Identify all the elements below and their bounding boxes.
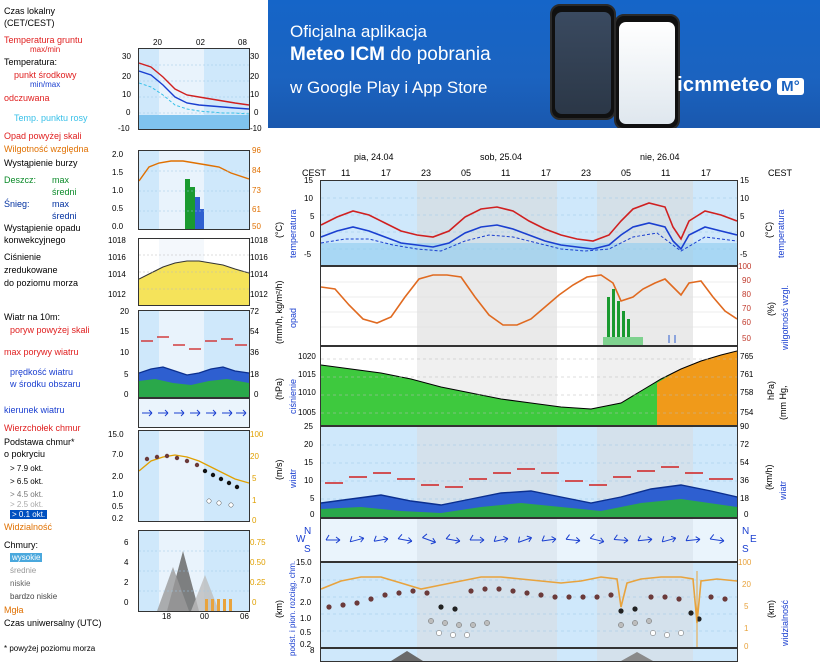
wind-y-15: 15	[304, 458, 313, 467]
time-tick-1: 17	[381, 168, 392, 178]
axis-unit-wind: (m/s)	[274, 459, 284, 480]
mini-wi-y20: 20	[120, 307, 129, 316]
legend-ground-temp: Temperatura gruntu	[4, 35, 83, 45]
axis-label-visibility-right: widzialność	[780, 599, 790, 646]
legend-feels-like: odczuwana	[4, 93, 50, 103]
mini-cl-y10: 1.0	[112, 490, 124, 499]
press-r-754: 754	[740, 408, 754, 417]
temp-y-10: 10	[304, 194, 313, 203]
mini-cl-y20: 2.0	[112, 472, 124, 481]
legend-local-time: Czas lokalny	[4, 6, 56, 16]
hum-r-70: 70	[742, 304, 751, 313]
axis-unit-pressure: (hPa)	[274, 377, 284, 400]
legend-utc: Czas uniwersalny (UTC)	[4, 618, 102, 628]
legend-snow: Śnieg:	[4, 199, 30, 209]
mini-temp-ry30: 30	[250, 52, 259, 61]
mini-cly-r0: 0	[252, 598, 257, 607]
mini-temp-tick-02: 02	[196, 38, 205, 47]
wind-y-0: 0	[310, 510, 315, 519]
mini-cl-y70: 7.0	[112, 450, 124, 459]
mini-cly-0: 0	[124, 598, 129, 607]
mini-cly-4: 4	[124, 558, 129, 567]
day-label-2: nie, 26.04	[640, 152, 680, 162]
mini-bottom-00: 00	[200, 612, 209, 621]
axis-label-temperature-right: temperatura	[776, 209, 786, 258]
cloud-y-10: 1.0	[300, 614, 312, 623]
main-chart-area	[268, 128, 820, 660]
mini-cl-r5: 5	[252, 474, 257, 483]
legend-cloud-cover: o pokryciu	[4, 449, 46, 459]
press-y-1005: 1005	[298, 408, 316, 417]
compass-s-right: S	[742, 544, 749, 555]
tz-left: CEST	[302, 168, 327, 178]
legend-rain-max: max	[52, 175, 70, 185]
time-tick-5: 17	[541, 168, 552, 178]
day-label-1: sob, 25.04	[480, 152, 523, 162]
mini-wi-y5: 5	[124, 370, 129, 379]
mini-temp-tick-08: 08	[238, 38, 247, 47]
mini-cl-y150: 15.0	[108, 430, 124, 439]
legend-wind-speed: prędkość wiatru	[10, 367, 74, 377]
axis-label-precip: opad	[288, 307, 298, 328]
banner-app-name: Meteo ICM	[290, 44, 385, 65]
wind-r-54: 54	[740, 458, 749, 467]
legend-pressure-2: zredukowane	[4, 265, 58, 275]
mini-chart-wind[interactable]	[138, 310, 250, 398]
mini-temp-y10: 10	[122, 90, 131, 99]
legend-convective-2: konwekcyjnego	[4, 235, 66, 245]
mini-wi-r18: 18	[250, 370, 259, 379]
legend-pressure-3: do poziomu morza	[4, 278, 79, 288]
mini-pr-r50: 50	[252, 222, 261, 231]
mini-cl-r0: 0	[252, 516, 257, 525]
mini-chart-clouds[interactable]	[138, 430, 250, 522]
mini-cly-r075: 0.75	[250, 538, 266, 547]
axis-label-humidity-right: wilgotność wzgl.	[780, 284, 790, 350]
vis-r-1: 1	[744, 624, 749, 633]
cloud-y-05: 0.5	[300, 628, 312, 637]
mini-temp-rym10: -10	[250, 124, 262, 133]
mini-pr-y05: 0.5	[112, 204, 124, 213]
mini-cl-r1: 1	[252, 496, 257, 505]
mini-pr-y00: 0.0	[112, 222, 124, 231]
wind-r-18: 18	[740, 494, 749, 503]
tz-right: CEST	[768, 168, 793, 178]
compass-n-right: N	[742, 526, 750, 537]
mini-bottom-06: 06	[240, 612, 249, 621]
axis-label-wind: wiatr	[288, 468, 298, 488]
legend-temp-mid: punkt środkowy	[14, 70, 77, 80]
mini-ps-r1012: 1012	[250, 290, 268, 299]
hum-r-100: 100	[738, 262, 752, 271]
chart-pressure[interactable]	[320, 346, 738, 426]
banner-line-1: Oficjalna aplikacja	[290, 22, 428, 41]
press-y-1015: 1015	[298, 370, 316, 379]
compass-s-left: S	[304, 544, 311, 555]
legend-precip-above-scale: Opad powyżej skali	[4, 131, 82, 141]
chart-cloud-base[interactable]	[320, 562, 738, 648]
time-tick-6: 23	[581, 168, 592, 178]
mini-cl-r100: 100	[250, 430, 264, 439]
temp-y-15: 15	[304, 176, 313, 185]
phone-mockup-back	[550, 4, 616, 120]
legend-fog: Mgła	[4, 605, 24, 615]
mini-wi-r0: 0	[254, 390, 259, 399]
banner-line-3: w Google Play i App Store	[290, 78, 488, 97]
cloud-y-70: 7.0	[300, 576, 312, 585]
mini-temp-y20: 20	[122, 72, 131, 81]
axis-unit-mmhg: (mm Hg,	[778, 385, 788, 420]
legend-rain: Deszcz:	[4, 175, 37, 185]
mini-ps-r1014: 1014	[250, 270, 268, 279]
vis-r-0: 0	[744, 642, 749, 651]
press-y-1020: 1020	[298, 352, 316, 361]
time-tick-2: 23	[421, 168, 432, 178]
mini-temp-ry0: 0	[254, 108, 259, 117]
mini-temp-y0: 0	[126, 108, 131, 117]
axis-label-temperature: temperatura	[288, 209, 298, 258]
legend-clouds-low: niskie	[10, 579, 31, 588]
mini-cly-r025: 0.25	[250, 578, 266, 587]
legend-temperature: Temperatura:	[4, 57, 58, 67]
legend-dew-point: Temp. punktu rosy	[14, 113, 88, 123]
legend-snow-avg: średni	[52, 211, 77, 221]
vis-r-20: 20	[742, 580, 751, 589]
legend-temp-minmax: min/max	[30, 80, 61, 89]
mini-cl-y05: 0.5	[112, 502, 124, 511]
mini-cl-r20: 20	[250, 452, 259, 461]
wind-r-90: 90	[740, 422, 749, 431]
legend-storm: Wystąpienie burzy	[4, 158, 78, 168]
phone-mockup-front	[614, 14, 680, 128]
legend-wind-dir: kierunek wiatru	[4, 405, 65, 415]
mini-wi-r54: 54	[250, 327, 259, 336]
mini-chart-wind-direction[interactable]	[138, 398, 250, 428]
legend-cloud-top: Wierzchołek chmur	[4, 423, 81, 433]
legend-convective-1: Wystąpienie opadu	[4, 223, 81, 233]
legend-okt79: > 7.9 okt.	[10, 464, 44, 473]
mini-cly-2: 2	[124, 578, 129, 587]
axis-unit-mmhg-2: hPa)	[766, 380, 776, 400]
time-tick-3: 05	[461, 168, 472, 178]
app-promo-banner[interactable]	[268, 0, 820, 128]
day-label-0: pia, 24.04	[354, 152, 394, 162]
axis-unit-precip: (mm/h, kg/m²/h)	[274, 280, 284, 344]
axis-unit-cloud: (km)	[274, 600, 284, 618]
temp-ry-0: 0	[740, 230, 745, 239]
temp-y-5: 5	[310, 212, 315, 221]
icmmeteo-logo	[677, 74, 804, 97]
vis-r-5: 5	[744, 602, 749, 611]
mini-chart-cloud-layers[interactable]	[138, 530, 250, 612]
axis-label-cloud: podst. i pion. rozciąg. chm.	[288, 560, 297, 656]
mini-wi-y0: 0	[124, 390, 129, 399]
mini-pr-r96: 96	[252, 146, 261, 155]
legend-okt65: > 6.5 okt.	[10, 477, 44, 486]
mini-chart-temperature[interactable]	[138, 48, 250, 130]
temp-ry-m5: -5	[740, 250, 748, 259]
axis-unit-kmh: (km/h)	[764, 464, 774, 490]
hum-r-90: 90	[742, 276, 751, 285]
cloudlayer-y-8: 8	[310, 646, 315, 655]
legend-ground-temp-sub: max/min	[30, 45, 61, 54]
cloud-y-20: 2.0	[300, 598, 312, 607]
legend-clouds-mid: średnie	[10, 566, 37, 575]
legend-okt45: > 4.5 okt.	[10, 490, 44, 499]
chart-precipitation[interactable]	[320, 266, 738, 346]
time-tick-7: 05	[621, 168, 632, 178]
mini-cly-r050: 0.50	[250, 558, 266, 567]
mini-temp-ym10: -10	[118, 124, 130, 133]
temp-y-0: 0	[310, 230, 315, 239]
press-r-761: 761	[740, 370, 754, 379]
mini-wi-y10: 10	[120, 348, 129, 357]
banner-line-2-rest: do pobrania	[385, 44, 491, 65]
time-tick-8: 11	[661, 168, 671, 178]
mini-temp-ry10: 10	[250, 90, 259, 99]
axis-unit-visibility-right: (km)	[766, 600, 776, 618]
temp-ry-5: 5	[740, 212, 745, 221]
chart-wind-direction[interactable]	[320, 518, 738, 562]
mini-pr-r73: 73	[252, 186, 261, 195]
wind-y-5: 5	[310, 494, 315, 503]
temp-ry-10: 10	[740, 194, 749, 203]
legend-clouds-high: wysokie	[12, 553, 41, 562]
mini-ps-y1014: 1014	[108, 270, 126, 279]
chart-temperature[interactable]	[320, 180, 738, 266]
mini-chart-precip[interactable]	[138, 150, 250, 230]
mini-temp-tick-20: 20	[153, 38, 162, 47]
compass-e-right: E	[750, 534, 757, 545]
legend-clouds: Chmury:	[4, 540, 39, 550]
mini-bottom-18: 18	[162, 612, 171, 621]
mini-pr-r61: 61	[252, 205, 261, 214]
logo-badge: M°	[777, 78, 804, 95]
chart-wind[interactable]	[320, 426, 738, 518]
mini-cl-y02: 0.2	[112, 514, 124, 523]
time-tick-9: 17	[701, 168, 712, 178]
mini-ps-r1016: 1016	[250, 253, 268, 262]
legend-gust-max: max porywy wiatru	[4, 347, 79, 357]
time-tick-0: 11	[341, 168, 351, 178]
mini-wi-r72: 72	[250, 307, 259, 316]
legend-rain-avg: średni	[52, 187, 77, 197]
hum-r-60: 60	[742, 318, 751, 327]
mini-pr-y20: 2.0	[112, 150, 124, 159]
legend-wind10: Wiatr na 10m:	[4, 312, 61, 322]
legend-okt01: > 0.1 okt.	[12, 510, 46, 519]
axis-label-wind-right: wiatr	[778, 480, 788, 500]
mini-wi-r36: 36	[250, 348, 259, 357]
mini-pr-y10: 1.0	[112, 186, 124, 195]
temp-y-m5: -5	[304, 250, 312, 259]
axis-unit-temperature-right: (°C)	[764, 221, 774, 238]
mini-ps-r1018: 1018	[250, 236, 268, 245]
wind-y-20: 20	[304, 440, 313, 449]
mini-wi-y15: 15	[120, 327, 129, 336]
compass-w-left: W	[296, 534, 306, 545]
legend-gust-above: poryw powyżej skali	[10, 325, 90, 335]
press-r-758: 758	[740, 388, 754, 397]
mini-pr-y15: 1.5	[112, 168, 124, 177]
time-tick-4: 11	[501, 168, 511, 178]
press-y-1010: 1010	[298, 388, 316, 397]
mini-temp-ry20: 20	[250, 72, 259, 81]
mini-ps-y1016: 1016	[108, 253, 126, 262]
wind-r-0: 0	[744, 510, 749, 519]
legend-local-time-zone: (CET/CEST)	[4, 18, 55, 28]
legend-okt25: > 2.5 okt.	[10, 500, 44, 509]
cloud-y-150: 15.0	[296, 558, 312, 567]
cloud-y-02: 0.2	[300, 640, 312, 649]
mini-chart-pressure[interactable]	[138, 238, 250, 306]
logo-text: icmmeteo	[677, 74, 773, 96]
axis-unit-humidity-right: (%)	[766, 302, 776, 316]
wind-r-36: 36	[740, 476, 749, 485]
legend-cloud-base: Podstawa chmur*	[4, 437, 75, 447]
mini-ps-y1012: 1012	[108, 290, 126, 299]
legend-footnote: * powyżej poziomu morza	[4, 644, 96, 653]
legend-wind-speed-2: w środku obszaru	[10, 379, 81, 389]
temp-ry-15: 15	[740, 176, 749, 185]
compass-n-left: N	[304, 526, 312, 537]
axis-unit-temperature: (°C)	[274, 221, 284, 238]
legend-panel	[0, 0, 269, 660]
vis-r-100: 100	[738, 558, 752, 567]
axis-label-pressure: ciśnienie	[288, 378, 298, 414]
wind-y-10: 10	[304, 476, 313, 485]
wind-r-72: 72	[740, 440, 749, 449]
hum-r-50: 50	[742, 334, 751, 343]
legend-pressure-1: Ciśnienie	[4, 252, 42, 262]
mini-ps-y1018: 1018	[108, 236, 126, 245]
legend-humidity: Wilgotność względna	[4, 144, 89, 154]
mini-pr-r84: 84	[252, 166, 261, 175]
banner-line-2	[290, 44, 491, 66]
legend-visibility: Widzialność	[4, 522, 53, 532]
legend-clouds-verylow: bardzo niskie	[10, 592, 58, 601]
wind-y-25: 25	[304, 422, 313, 431]
mini-cly-6: 6	[124, 538, 129, 547]
legend-snow-max: max	[52, 199, 70, 209]
hum-r-80: 80	[742, 290, 751, 299]
press-r-765: 765	[740, 352, 754, 361]
mini-temp-y30: 30	[122, 52, 131, 61]
